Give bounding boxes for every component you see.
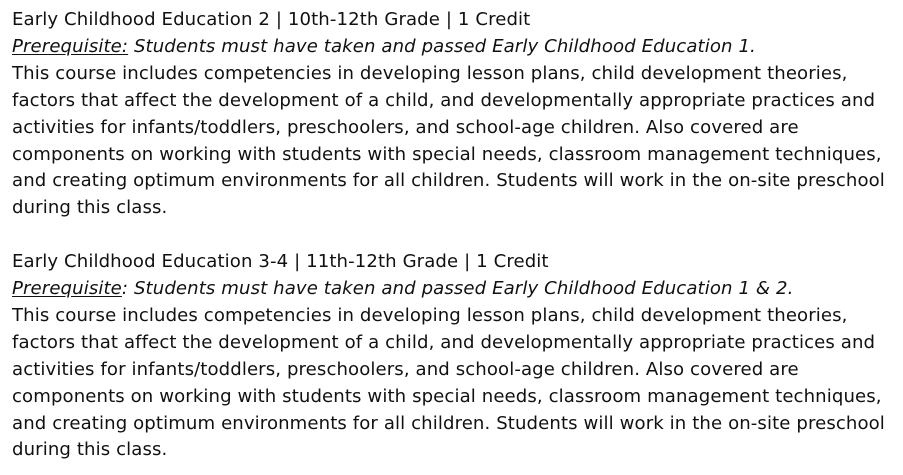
course-description: This course includes competencies in developing lesson plans, child development theories, factors that affect the development of a child, and developmentally appropriate practices and activities for infants/toddlers, preschoolers, and school-age children. Also covered are components on working with students with special needs, classroom management techniques, and creating optimum environments for all children. Students will work in the on-site preschool during this class. (12, 62, 885, 219)
prerequisite-text: : Students must have taken and passed Early Childhood Education 1 & 2. (121, 278, 794, 300)
prerequisite-line (12, 34, 891, 61)
course-title: Early Childhood Education 3-4 | 11th-12th Grade | 1 Credit (12, 251, 549, 273)
prerequisite-text: Students must have taken and passed Early Childhood Education 1. (128, 35, 756, 57)
prerequisite-line (12, 276, 891, 303)
prerequisite-label: Prerequisite: (12, 35, 129, 57)
prerequisite-label: Prerequisite (12, 278, 122, 300)
course-section-early-childhood-education-2 (12, 7, 891, 222)
course-section-early-childhood-education-3-4 (12, 249, 891, 464)
course-title: Early Childhood Education 2 | 10th-12th Grade | 1 Credit (12, 9, 531, 30)
course-description: This course includes competencies in developing lesson plans, child development theories, factors that affect the development of a child, and developmentally appropriate practices and activities for infants/toddlers, preschoolers, and school-age children. Also covered are components on working with students with special needs, classroom management techniques, and creating optimum environments for all children. Students will work in the on-site preschool during this class. (12, 304, 885, 461)
